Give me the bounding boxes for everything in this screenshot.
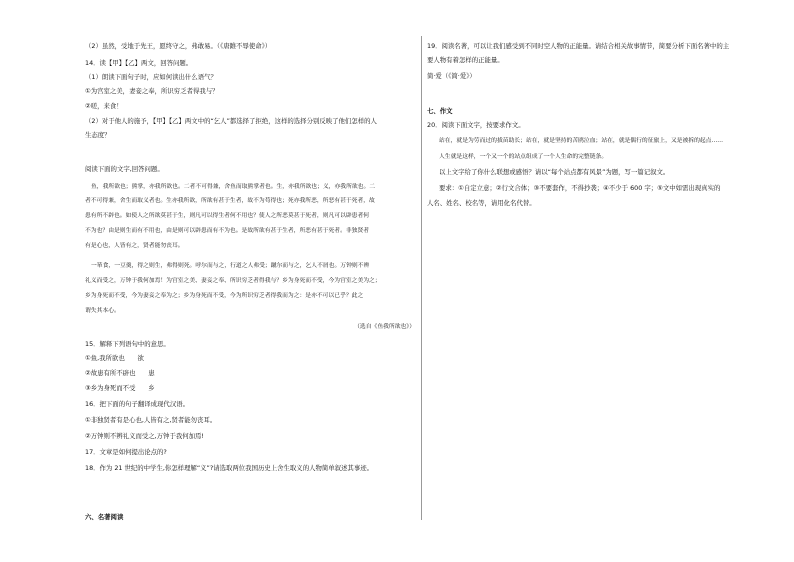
left-text-line: ①鱼,我所欲也 欲 [85,354,144,362]
left-text-line: ③乡为身死而不受 乡 [85,384,155,392]
left-text-line: （1）朗读下面句子时，应如何读出什么语气？ [85,73,217,81]
left-text-line: 生态度？ [85,131,111,139]
left-text-line: （选自《鱼我所欲也》） [354,324,415,330]
left-text-line: ②嗟，来食！ [85,102,123,110]
left-text-line: 六、名著阅读 [85,513,124,521]
left-text-line: 16．把下面的句子翻译成现代汉语。 [85,400,189,408]
left-column [85,0,415,562]
left-text-line: ②万钟则不辨礼义而受之,万钟于我何加焉! [85,432,204,440]
left-text-line: （2）虽然，受地于先王，愿终守之，弗敢易。（《唐雎不辱使命》） [85,42,272,50]
right-text-line: 人生就是这样，一个又一个的站点组成了一个人生命的完整链条。 [439,154,608,160]
left-text-line: （2）对于他人的施予，【甲】【乙】两文中的“乞人”都选择了拒绝，这样的选择分别反映了他们怎样的人 [85,117,377,125]
left-text-line: 有是心也，人皆有之，贤者能勿丧耳。 [85,243,184,249]
left-text-line: 鱼，我所欲也；熊掌，亦我所欲也。二者不可得兼，舍鱼而取熊掌者也。生，亦我所欲也；义，亦我所欲也。二 [91,184,376,190]
right-text-line: 要求：①自定立意；②行文合体；③不要套作，不得抄袭；④不少于 600 字；⑤文中如需出现真实的 [439,184,721,192]
left-text-line: 谓失其本心。 [85,308,120,314]
right-text-line: 要人物有着怎样的正能量。 [427,56,504,64]
left-text-line: 一箪食，一豆羹，得之则生，弗得则死。呼尔而与之，行道之人弗受；蹴尔而与之，乞人不屑也。万钟则不辨 [91,263,370,269]
left-text-line: 患有所不辟也。如使人之所欲莫甚于生，则凡可以得生者何不用也？使人之所恶莫甚于死者，则凡可以辟患者何 [85,213,370,219]
right-text-line: 站在，就是为劳而过的拔苗助长；站在，就是坚持的苦鸥泣血；站在，就是偶行的征旅上，又是被拆的起点…… [439,138,724,144]
left-text-line: 18．作为 21 世纪的中学生,你怎样理解“义”?请选取两位我国历史上舍生取义的人物简单叙述其事迹。 [85,464,373,472]
left-text-line: 者不可得兼，舍生而取义者也。生亦我所欲，所欲有甚于生者，故不为苟得也；死亦我所恶，所恶有甚于死者，故 [85,198,375,204]
column-divider [421,36,422,520]
right-text-line: 20．阅读下面文字，按要求作文。 [427,121,525,129]
left-text-line: 17．文章是如何提出论点的? [85,448,167,456]
left-text-line: ①非独贤者有是心也,人皆有之,贤者能勿丧耳。 [85,416,217,424]
right-text-line: 人名、姓名、校名等，请用化名代替。 [427,199,536,207]
left-text-line: 14．读【甲】【乙】两文，回答问题。 [85,59,193,67]
left-text-line: 不为也？由是则生而有不用也，由是则可以辟患而有不为也。是故所欲有甚于生者，所恶有甚于死者。非独贤者 [85,228,370,234]
left-text-line: 乡为身死而不受，今为妻妾之奉为之；乡为身死而不受，今为所识穷乏者得我而为之：是亦不可以已乎？此之 [85,293,364,299]
right-text-line: 以上文字给了你什么联想或感悟？请以“每个站点都有风景”为题，写一篇记叙文。 [439,168,670,176]
right-text-line: 19．阅读名著，可以让我们感受到不同时空人物的正能量。请结合相关故事情节，简要分析下面名著中的主 [427,42,730,50]
left-text-line: 阅读下面的文字,回答问题。 [85,165,164,173]
right-text-line: 七、作文 [427,107,453,115]
left-text-line: ①为宫室之美，妻妾之奉，所识穷乏者得我与？ [85,87,219,95]
left-text-line: ②故患有所不辟也 患 [85,369,155,377]
right-text-line: 简·爱（《简·爱》） [427,72,476,80]
right-column [427,0,771,562]
left-text-line: 15．解释下列语句中的意思。 [85,340,170,348]
left-text-line: 礼义而受之，万钟于我何加焉！为宫室之美、妻妾之奉、所识穷乏者得我与？乡为身死而不受，今为宫室之美为之； [85,278,381,284]
